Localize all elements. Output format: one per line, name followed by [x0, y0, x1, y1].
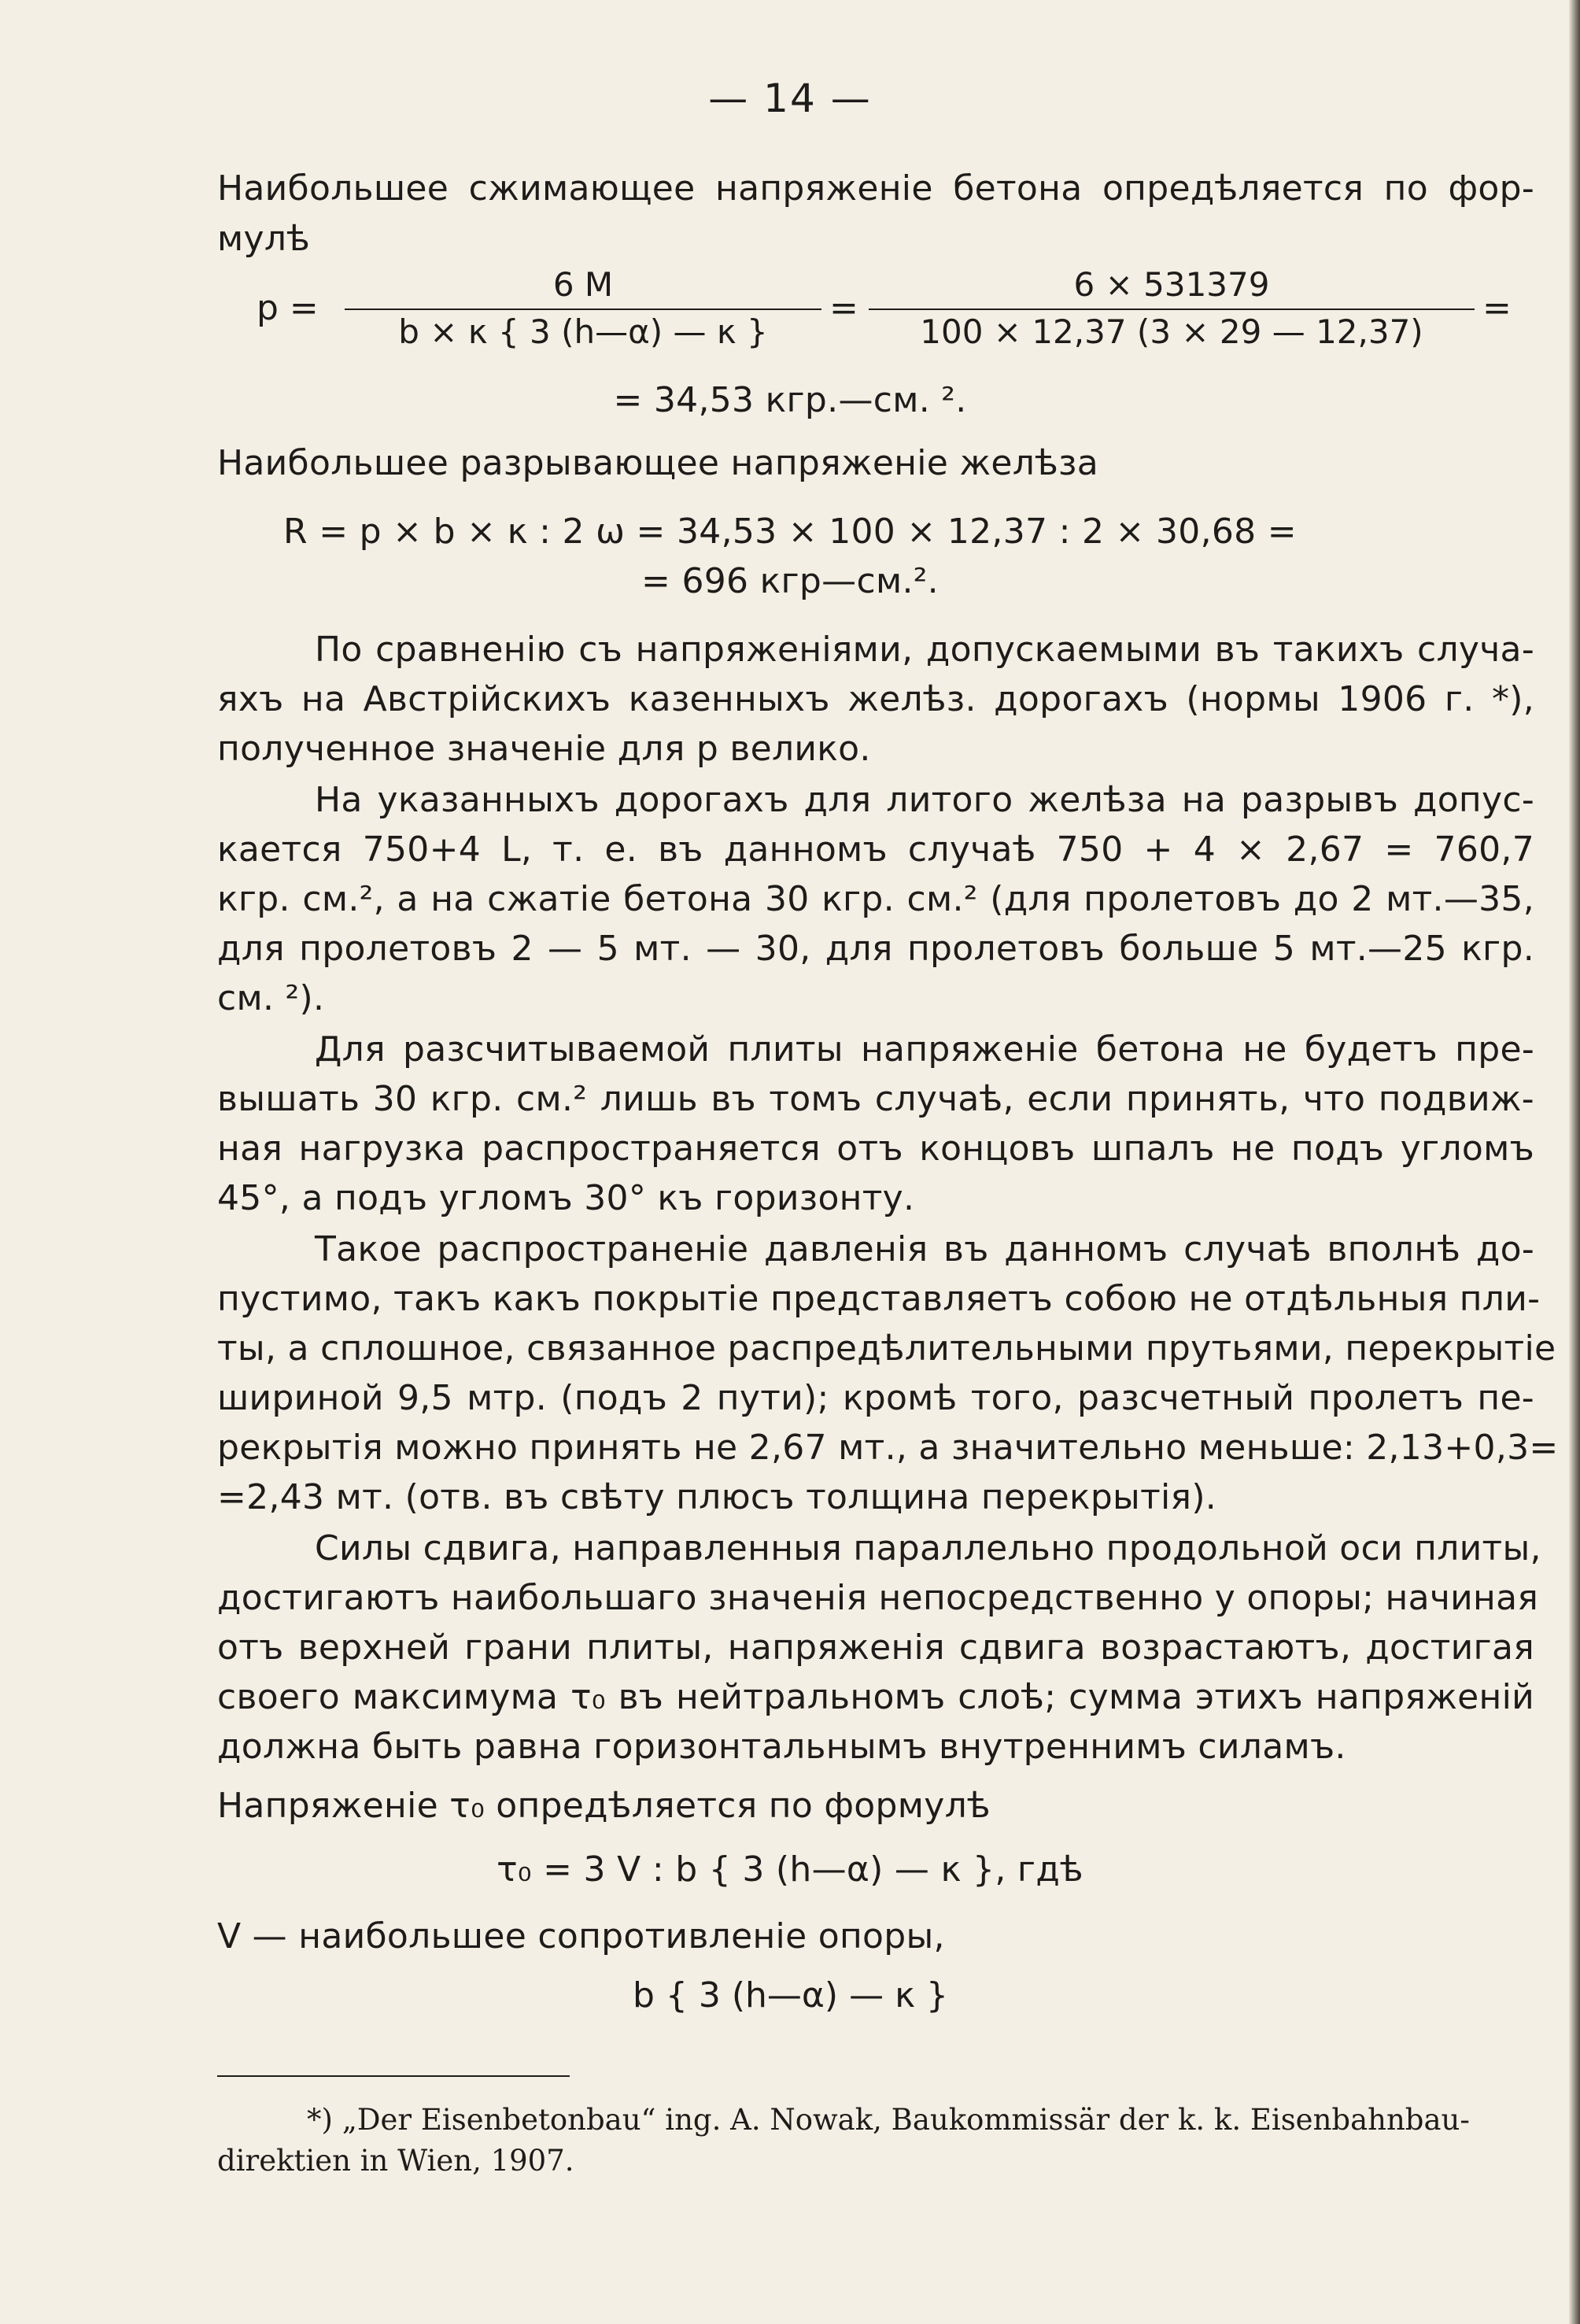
text-line: шириной 9,5 мтр. (подъ 2 пути); кромѣ того, разсчетный пролетъ пе- [217, 1378, 1534, 1418]
text-line: Напряженіе τ₀ опредѣляется по формулѣ [217, 1786, 991, 1826]
text-line: =2,43 мт. (отв. въ свѣту плюсъ толщина перекрытія). [217, 1477, 1217, 1517]
text-line: Для разсчитываемой плиты напряженіе бетона не будетъ пре- [315, 1029, 1534, 1070]
formula-equals-trailing: = [1482, 288, 1512, 328]
fraction-numeric [869, 264, 1475, 353]
fraction-numerator: 6 M [552, 265, 614, 304]
text-line: На указанныхъ дорогахъ для литого желѣза на разрывъ допус- [315, 780, 1534, 820]
text-line: яхъ на Австрійскихъ казенныхъ желѣз. дорогахъ (нормы 1906 г. *), [217, 679, 1534, 719]
text-line: отъ верхней грани плиты, напряженія сдвига возрастаютъ, достигая [217, 1628, 1534, 1668]
text-line: V — наибольшее сопротивленіе опоры, [217, 1916, 945, 1956]
text-line: Такое распространеніе давленія въ данномъ случаѣ вполнѣ до- [315, 1229, 1534, 1269]
text-line: кается 750+4 L, т. е. въ данномъ случаѣ 750 + 4 × 2,67 = 760,7 [217, 829, 1534, 870]
text-line: для пролетовъ 2 — 5 мт. — 30, для пролетовъ больше 5 мт.—25 кгр. [217, 929, 1534, 969]
text-line: см. ²). [217, 978, 325, 1018]
text-line: своего максимума τ₀ въ нейтральномъ слоѣ; сумма этихъ напряженій [217, 1677, 1534, 1717]
text-line: Наибольшее разрывающее напряженіе желѣза [217, 443, 1099, 483]
footnote-line: direktien in Wien, 1907. [217, 2144, 574, 2178]
formula-tension: R = p × b × κ : 2 ω = 34,53 × 100 × 12,37 : 2 × 30,68 = [283, 512, 1297, 552]
formula-result: = 696 кгр—см.². [641, 561, 939, 601]
fraction-bar [869, 309, 1475, 310]
text-line: Наибольшее сжимающее напряженіе бетона опредѣляется по фор- [217, 168, 1534, 209]
text-line: полученное значеніе для p велико. [217, 729, 871, 769]
text-line: Силы сдвига, направленныя параллельно продольной оси плиты, [315, 1528, 1541, 1568]
text-line: должна быть равна горизонтальнымъ внутреннимъ силамъ. [217, 1727, 1346, 1767]
fraction-denominator: b × κ { 3 (h—α) — κ } [398, 312, 768, 351]
text-line: ная нагрузка распространяется отъ концовъ шпалъ не подъ угломъ [217, 1129, 1534, 1169]
text-line: По сравненію съ напряженіями, допускаемыми въ такихъ случа- [315, 630, 1534, 670]
text-line: ты, а сплошное, связанное распредѣлительными прутьями, перекрытіе [217, 1328, 1556, 1369]
fraction-symbolic [345, 264, 821, 353]
text-line: кгр. см.², а на сжатіе бетона 30 кгр. см.² (для пролетовъ до 2 мт.—35, [217, 879, 1534, 919]
text-line: достигаютъ наибольшаго значенія непосредственно у опоры; начиная [217, 1578, 1539, 1618]
fraction-denominator: 100 × 12,37 (3 × 29 — 12,37) [920, 312, 1423, 351]
formula-denominator-expression: b { 3 (h—α) — κ } [633, 1975, 948, 2015]
fraction-numerator: 6 × 531379 [1073, 265, 1270, 304]
formula-result: = 34,53 кгр.—см. ². [613, 380, 967, 420]
formula-equals: = [829, 288, 858, 328]
text-line: рекрытія можно принять не 2,67 мт., а значительно меньше: 2,13+0,3= [217, 1428, 1559, 1468]
formula-lhs: p = [257, 288, 319, 328]
footnote-line: *) „Der Eisenbetonbau“ ing. A. Nowak, Baukommissär der k. k. Eisenbahnbau- [307, 2103, 1470, 2137]
text-line: 45°, а подъ угломъ 30° къ горизонту. [217, 1178, 915, 1218]
text-line: вышать 30 кгр. см.² лишь въ томъ случаѣ, если принять, что подвиж- [217, 1079, 1534, 1119]
text-line: мулѣ [217, 219, 311, 259]
formula-shear: τ₀ = 3 V : b { 3 (h—α) — κ }, гдѣ [497, 1849, 1083, 1890]
fraction-bar [345, 309, 821, 310]
text-line: пустимо, такъ какъ покрытіе представляетъ собою не отдѣльныя пли- [217, 1279, 1541, 1319]
page-number: — 14 — [708, 76, 872, 121]
footnote-rule [217, 2075, 570, 2077]
page-edge-shadow [1569, 0, 1580, 2324]
